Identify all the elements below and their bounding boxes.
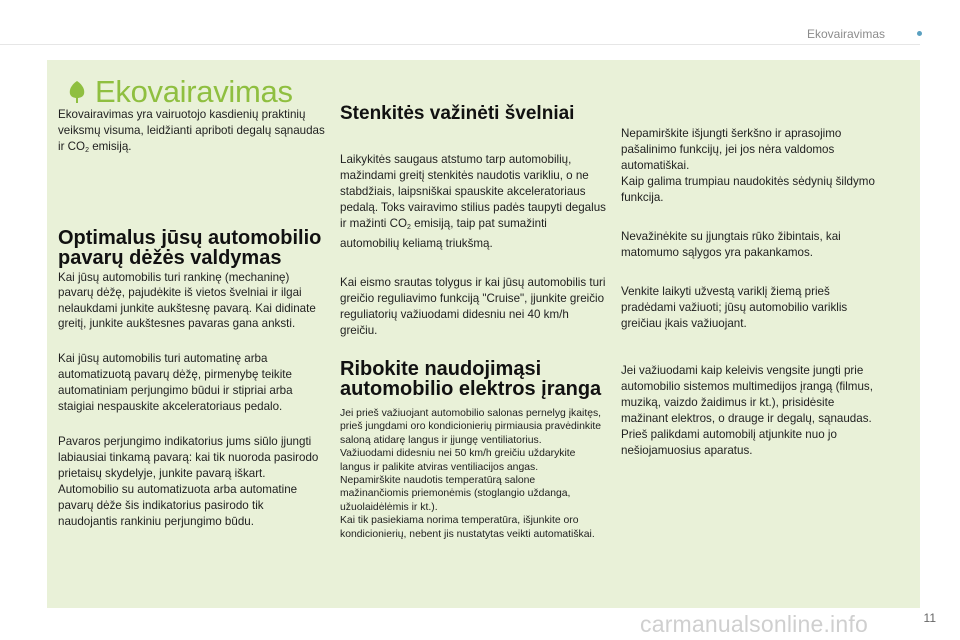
tips-idle-paragraph: Venkite laikyti užvestą variklį žiemą prieš pradėdami važiuoti; jūsų automobilio variklis greičiau įkais važiuojant.: [621, 285, 848, 330]
gear-automatic-paragraph: Kai jūsų automobilis turi automatinę arba automatizuotą pavarų dėžę, pirmenybę teikite automatiniam perjungimo būdui ir stipriai arba staigiai nespauskite akceleratoriaus pedalo.: [58, 351, 293, 413]
intro-paragraph: Ekovairavimas yra vairuotojo kasdienių praktinių veiksmų visuma, leidžianti apriboti degalų sąnaudas ir $CO_2$ emisiją.: [58, 108, 325, 154]
gear-indicator-note: Automobilio su automatizuota arba automatine pavarų dėže šis indikatorius pasirodo tik naudojantis rankiniu perjungimo būdu.: [58, 482, 298, 528]
tips-defrost-paragraph: Nepamirškite išjungti šerkšno ir aprasojimo pašalinimo funkcijų, jei jos nėra valdomos automatiškai.: [621, 127, 842, 172]
smooth-paragraph-1: Laikykitės saugaus atstumo tarp automobilių, mažindami greitį stenkitės naudotis varikliu, o ne stabdžiais, laipsniškai spauskite akceleratoriaus pedalą. Toks vairavimo stilius padės taupyti degalus ir mažinti $CO_2$ emisiją, taip pat sumažinti automobilių keliamą triukšmą.: [340, 153, 606, 250]
title-row: [67, 74, 293, 110]
running-header: Ekovairavimas: [806, 27, 885, 41]
gear-indicator-paragraph: Pavaros perjungimo indikatorius jums siūlo įjungti labiausiai tinkamą pavarą: kai tik nuoroda pasirodo prietaisų skydelyje, junkite pavarą iškart.: [58, 434, 319, 480]
electrics-text: [340, 407, 606, 541]
electrics-paragraph-3: Nepamirškite naudotis temperatūrą salone mažinančiomis priemonėmis (stoglangio uždanga, užuolaidėlėmis ir kt.).: [340, 475, 571, 513]
column-right: [621, 126, 881, 459]
tips-fog-lights-paragraph: Nevažinėkite su įjungtais rūko žibintais, kai matomumo sąlygos yra pakankamos.: [621, 230, 841, 259]
footer-watermark: carmanualsonline.info: [640, 611, 868, 637]
corner-dot: [917, 31, 922, 36]
tips-devices-paragraph: Prieš palikdami automobilį atjunkite nuo jo nešiojamuosius aparatus.: [621, 428, 837, 457]
page-title: Ekovairavimas: [95, 74, 293, 109]
electrics-paragraph-2: Važiuodami didesniu nei 50 km/h greičiu uždarykite langus ir palikite atviras ventiliacijos angas.: [340, 448, 576, 473]
page-number: 11: [923, 611, 936, 625]
header-rule: [0, 44, 920, 45]
tips-seat-heating-paragraph: Kaip galima trumpiau naudokitės sėdynių šildymo funkcija.: [621, 175, 875, 204]
smooth-paragraph-2: Kai eismo srautas tolygus ir kai jūsų automobilis turi greičio reguliavimo funkciją "Cruise", įjunkite greičio reguliatorių važiuodami didesniu nei 40 km/h greičiu.: [340, 276, 606, 337]
electrics-paragraph-1: Jei prieš važiuojant automobilio salonas pernelyg įkaitęs, prieš jungdami oro kondicionierių pirmiausia pravėdinkite saloną atidarę langus ir įjungę ventiliatorius.: [340, 408, 602, 446]
gear-heading: Optimalus jūsų automobilio pavarų dėžės valdymas: [58, 227, 322, 269]
column-middle: [340, 104, 606, 541]
leaf-icon: [67, 80, 87, 104]
column-left: [58, 107, 326, 530]
tips-multimedia-paragraph: Jei važiuodami kaip keleivis vengsite jungti prie automobilio sistemos multimedijos įrangą (filmus, muziką, vaizdo žaidimus ir kt.), prisidėsite mažinant elektros, o drauge ir degalų, sąnaudas.: [621, 364, 873, 425]
gear-manual-paragraph: Kai jūsų automobilis turi rankinę (mechaninę) pavarų dėžę, pajudėkite iš vietos švelniai ir ilgai nelaukdami junkite aukštesnę pavarą. Kai didinate greitį, junkite aukštesnes pavaras gana anksti.: [58, 271, 316, 331]
smooth-heading: Stenkitės važinėti švelniai: [340, 103, 575, 124]
electrics-heading: Ribokite naudojimąsi automobilio elektros įranga: [340, 358, 602, 400]
electrics-paragraph-4: Kai tik pasiekiama norima temperatūra, išjunkite oro kondicionierių, nebent jis nustatytas veikti automatiškai.: [340, 515, 595, 540]
